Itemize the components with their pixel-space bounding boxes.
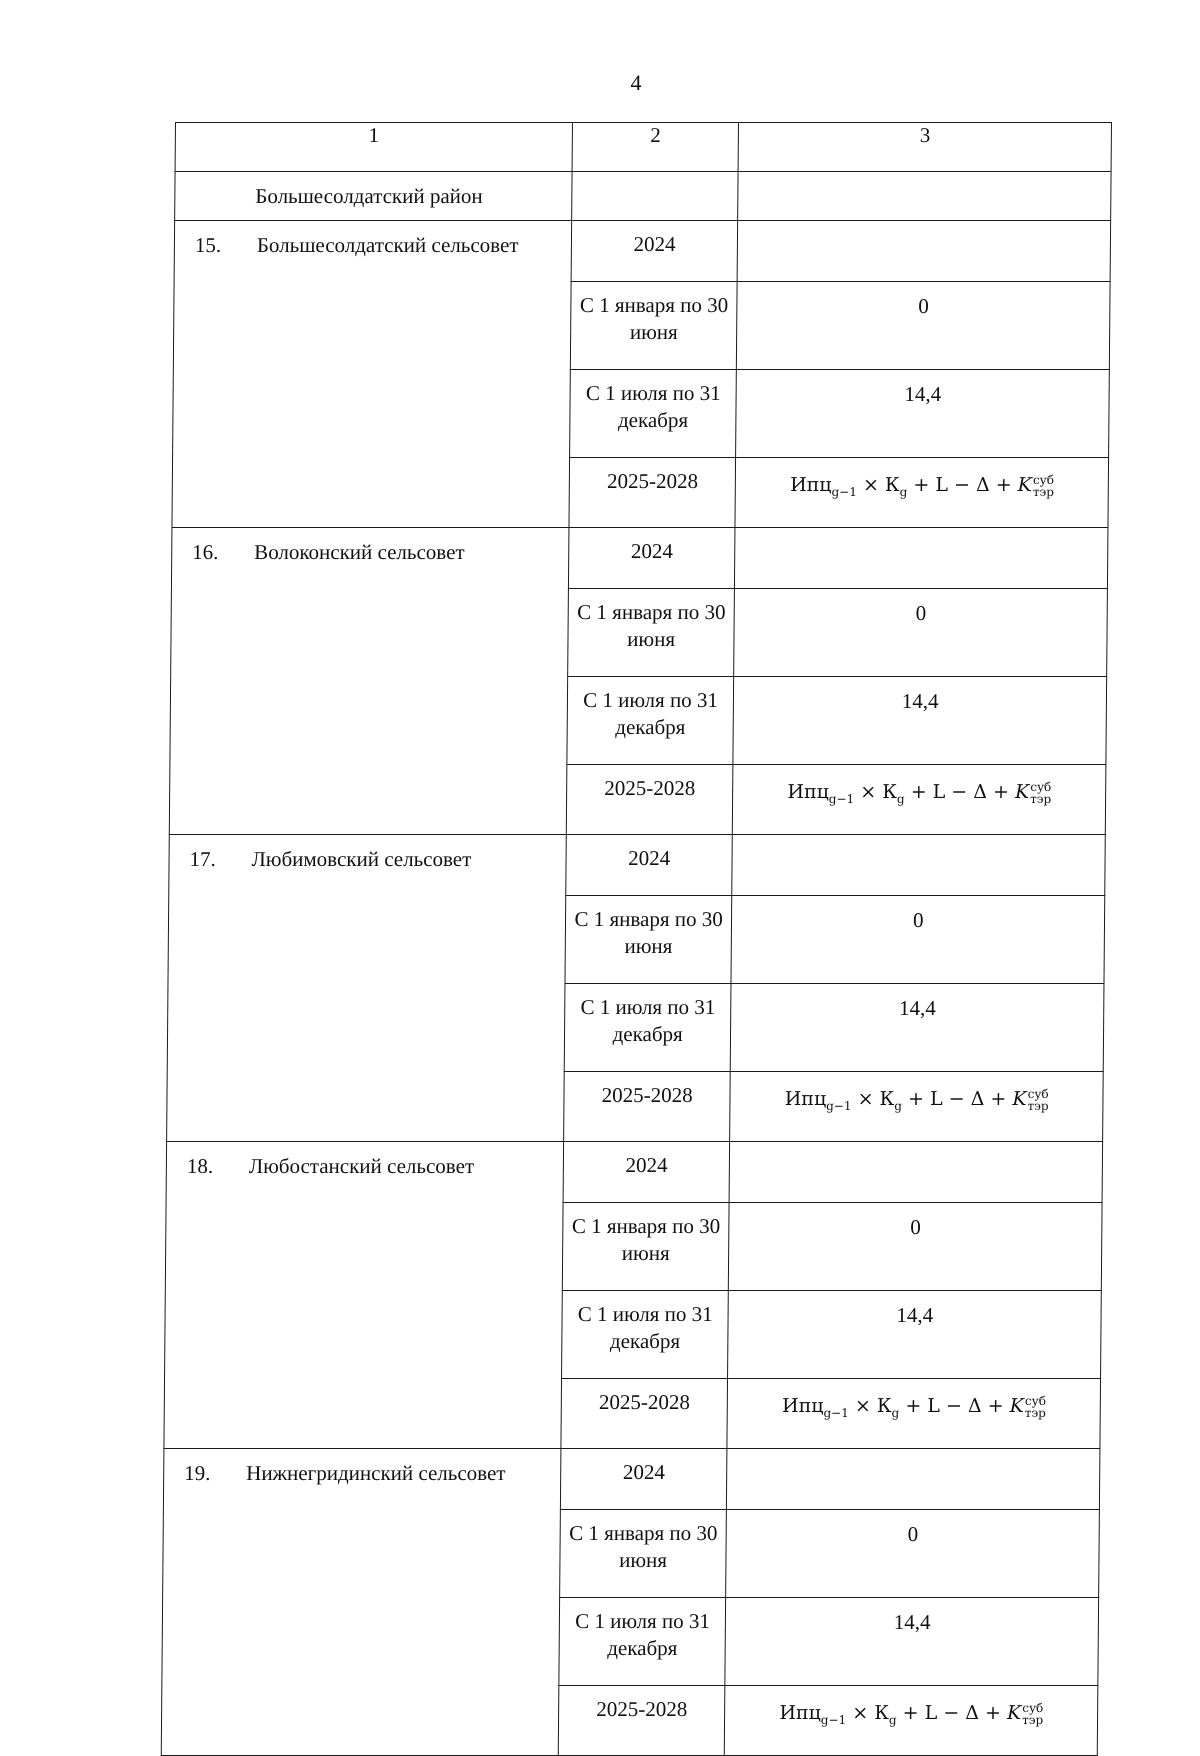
formula-k: К (876, 1395, 892, 1417)
formula-rest: + L − Δ + (913, 474, 1012, 496)
formula-kt-sup: суб (1022, 1701, 1044, 1715)
formula-k-sub: g (888, 1712, 897, 1727)
formula-k: К (879, 1088, 895, 1110)
settlement-cell (164, 1142, 564, 1449)
period-cell: 2024 (563, 1142, 730, 1203)
table-row (163, 1449, 1100, 1510)
settlement-name: Любимовский сельсовет (251, 847, 472, 871)
tariff-formula (790, 474, 1054, 499)
table-row (171, 528, 1108, 589)
value-cell (732, 835, 1105, 896)
formula-ipc-sub: g−1 (826, 1098, 852, 1113)
formula-kt: K (1012, 1088, 1027, 1110)
value-cell: 14,4 (733, 677, 1106, 765)
formula-ipc: Ипц (779, 1702, 821, 1724)
entry-number: 18. (186, 1154, 214, 1178)
value-cell: 14,4 (731, 984, 1104, 1072)
formula-ipc-sub: g−1 (828, 791, 855, 806)
formula-kt: K (1006, 1702, 1022, 1724)
formula-ipc-sub: g−1 (820, 1712, 847, 1727)
formula-cell (735, 458, 1108, 528)
formula-k: К (884, 474, 900, 496)
empty-cell (571, 172, 738, 221)
period-cell: С 1 января по 30 июня (568, 589, 735, 677)
value-cell (730, 1142, 1103, 1203)
period-cell: 2024 (560, 1449, 727, 1510)
entry-number: 16. (192, 540, 219, 564)
formula-times: × (860, 781, 877, 803)
value-cell (727, 1449, 1100, 1510)
formula-ipc: Ипц (787, 781, 829, 803)
settlement-cell (161, 1449, 561, 1756)
value-cell: 0 (734, 589, 1107, 677)
value-cell: 0 (737, 282, 1110, 370)
formula-cell (730, 1072, 1103, 1142)
period-cell: 2025-2028 (566, 765, 733, 835)
header-cell: 2 (572, 123, 739, 172)
settlement-name: Нижнегридинский сельсовет (246, 1461, 506, 1485)
value-cell (738, 221, 1111, 282)
formula-rest: + L − Δ + (905, 1395, 1004, 1417)
formula-times: × (854, 1395, 871, 1417)
entry-number: 15. (194, 233, 222, 257)
tariff-formula (779, 1702, 1043, 1727)
period-cell: С 1 июля по 31 декабря (561, 1291, 728, 1379)
formula-cell (733, 765, 1106, 835)
formula-times: × (852, 1702, 869, 1724)
period-cell: 2024 (568, 528, 735, 589)
formula-kt-sub: тэр (1032, 485, 1054, 499)
tariff-formula (785, 1088, 1049, 1113)
period-cell: С 1 января по 30 июня (570, 282, 737, 370)
formula-k-sub: g (899, 484, 908, 499)
period-cell: С 1 июля по 31 декабря (564, 984, 731, 1072)
formula-rest: + L − Δ + (907, 1088, 1007, 1110)
formula-ipc-sub: g−1 (823, 1405, 849, 1420)
value-cell: 14,4 (736, 370, 1109, 458)
period-cell: 2024 (566, 835, 733, 896)
formula-times: × (857, 1088, 874, 1110)
formula-k-sub: g (894, 1098, 903, 1113)
value-cell: 0 (726, 1510, 1099, 1598)
formula-times: × (862, 474, 880, 496)
formula-k-sub: g (891, 1405, 900, 1420)
formula-kt-sup: суб (1030, 780, 1052, 794)
formula-kt-sup: суб (1024, 1394, 1047, 1408)
formula-kt-sub: тэр (1030, 792, 1052, 806)
value-cell: 14,4 (728, 1291, 1101, 1379)
empty-cell (738, 172, 1111, 221)
entry-number: 19. (184, 1461, 211, 1485)
period-cell: 2025-2028 (561, 1379, 728, 1449)
formula-kt-sup: суб (1027, 1087, 1049, 1101)
tariff-table (161, 122, 1112, 1756)
period-cell: 2025-2028 (558, 1686, 725, 1756)
district-name: Большесолдатский район (175, 172, 572, 221)
tariff-formula (787, 781, 1051, 806)
value-cell: 0 (731, 896, 1104, 984)
formula-cell (725, 1686, 1098, 1756)
settlement-name: Большесолдатский сельсовет (256, 233, 519, 257)
settlement-cell (169, 528, 569, 835)
settlement-name: Любостанский сельсовет (248, 1154, 475, 1178)
table-row (174, 221, 1111, 282)
period-cell: С 1 июля по 31 декабря (559, 1598, 726, 1686)
period-cell: С 1 января по 30 июня (562, 1203, 729, 1291)
value-cell (735, 528, 1108, 589)
settlement-name: Волоконский сельсовет (254, 540, 465, 564)
header-row (175, 123, 1111, 172)
period-cell: С 1 июля по 31 декабря (567, 677, 734, 765)
formula-kt: K (1014, 781, 1030, 803)
entry-number: 17. (189, 847, 216, 871)
tariff-formula (782, 1395, 1046, 1420)
value-cell: 14,4 (725, 1598, 1098, 1686)
formula-k-sub: g (896, 791, 905, 806)
formula-kt-sup: суб (1032, 473, 1055, 487)
formula-cell (727, 1379, 1100, 1449)
formula-kt-sub: тэр (1027, 1099, 1049, 1113)
header-cell: 1 (175, 123, 572, 172)
period-cell: С 1 января по 30 июня (559, 1510, 726, 1598)
formula-ipc: Ипц (781, 1395, 824, 1417)
district-row (175, 172, 1111, 221)
formula-kt-sub: тэр (1024, 1406, 1046, 1420)
period-cell: 2024 (571, 221, 738, 282)
header-cell: 3 (739, 123, 1112, 172)
period-cell: 2025-2028 (563, 1072, 730, 1142)
table-row (166, 1142, 1103, 1203)
formula-kt-sub: тэр (1022, 1713, 1044, 1727)
formula-ipc-sub: g−1 (831, 484, 857, 499)
settlement-cell (172, 221, 572, 528)
formula-kt: K (1009, 1395, 1025, 1417)
table-row (169, 835, 1106, 896)
settlement-cell (167, 835, 567, 1142)
formula-ipc: Ипц (784, 1088, 827, 1110)
formula-kt: K (1017, 474, 1033, 496)
formula-k: К (882, 781, 898, 803)
period-cell: С 1 июля по 31 декабря (569, 370, 736, 458)
formula-rest: + L − Δ + (902, 1702, 1002, 1724)
page-number: 4 (630, 70, 642, 95)
formula-ipc: Ипц (790, 474, 832, 496)
value-cell: 0 (729, 1203, 1102, 1291)
formula-k: К (874, 1702, 890, 1724)
formula-rest: + L − Δ + (910, 781, 1010, 803)
period-cell: С 1 января по 30 июня (565, 896, 732, 984)
period-cell: 2025-2028 (569, 458, 736, 528)
